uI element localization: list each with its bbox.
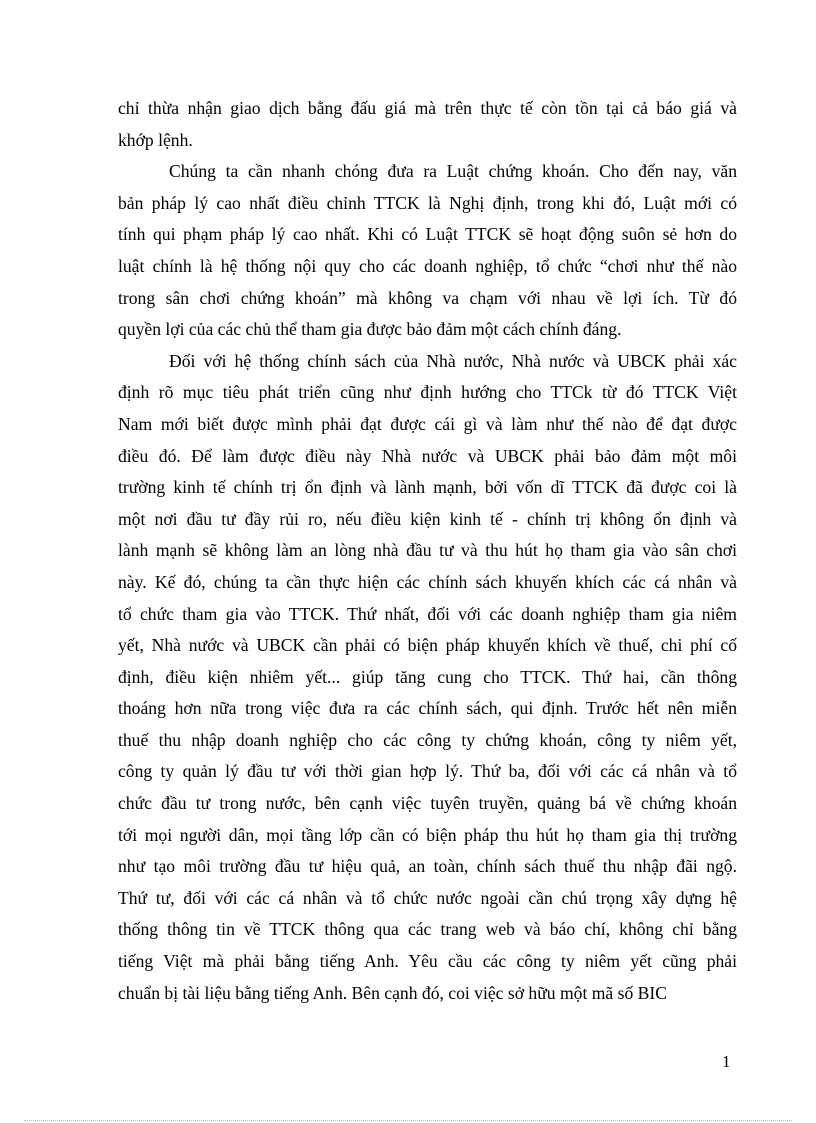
text-line: quyền lợi của các chủ thể tham gia được bảo đảm một cách chính đáng. (118, 319, 622, 340)
text-line: lành mạnh sẽ không làm an lòng nhà đầu tư và thu hút họ tham gia vào sân chơi (118, 540, 737, 561)
paragraph-3 (118, 346, 737, 1009)
text-line: tiếng Việt mà phải bằng tiếng Anh. Yêu cầu các công ty niêm yết cũng phải (118, 951, 737, 972)
text-line: Thứ tư, đối với các cá nhân và tổ chức nước ngoài cần chú trọng xây dựng hệ (118, 887, 737, 908)
text-line: trường kinh tế chính trị ổn định và lành mạnh, bởi vốn dĩ TTCK đã được coi là (118, 477, 737, 498)
document-body (118, 93, 737, 1009)
text-line: Nam mới biết được mình phải đạt được cái gì và làm như thế nào để đạt được (118, 413, 737, 434)
page-bottom-divider (24, 1120, 792, 1121)
paragraph-1 (118, 93, 737, 156)
text-line: một nơi đầu tư đầy rủi ro, nếu điều kiện kinh tế - chính trị không ổn định và (118, 508, 737, 529)
text-line: trong sân chơi chứng khoán” mà không va chạm với nhau về lợi ích. Từ đó (118, 287, 737, 308)
text-line: thống thông tin về TTCK thông qua các trang web và báo chí, không chỉ bằng (118, 919, 737, 940)
text-line: định rõ mục tiêu phát triển cũng như định hướng cho TTCk từ đó TTCK Việt (118, 382, 737, 403)
text-line: Đối với hệ thống chính sách của Nhà nước, Nhà nước và UBCK phải xác (169, 350, 737, 371)
text-line: thuế thu nhập doanh nghiệp cho các công ty chứng khoán, công ty niêm yết, (118, 729, 737, 750)
text-line: chỉ thừa nhận giao dịch bằng đấu giá mà trên thực tế còn tồn tại cả báo giá và (118, 98, 737, 118)
text-line: tổ chức tham gia vào TTCK. Thứ nhất, đối với các doanh nghiệp tham gia niêm (118, 603, 737, 624)
page-number: 1 (722, 1052, 731, 1071)
text-line: công ty quản lý đầu tư với thời gian hợp lý. Thứ ba, đối với các cá nhân và tổ (118, 761, 737, 782)
text-line: điều đó. Để làm được điều này Nhà nước và UBCK phải bảo đảm một môi (118, 445, 737, 466)
text-line: này. Kế đó, chúng ta cần thực hiện các chính sách khuyến khích các cá nhân và (118, 571, 737, 592)
paragraph-2 (118, 156, 737, 346)
text-line: yết, Nhà nước và UBCK cần phải có biện pháp khuyến khích về thuế, chi phí cố (118, 635, 737, 656)
text-line: tính qui phạm pháp lý cao nhất. Khi có Luật TTCK sẽ hoạt động suôn sẻ hơn do (118, 224, 737, 245)
text-line: như tạo môi trường đầu tư hiệu quả, an toàn, chính sách thuế thu nhập đãi ngộ. (118, 856, 737, 877)
text-line: bản pháp lý cao nhất điều chỉnh TTCK là Nghị định, trong khi đó, Luật mới có (118, 192, 737, 213)
text-line: Chúng ta cần nhanh chóng đưa ra Luật chứng khoán. Cho đến nay, văn (169, 161, 737, 182)
text-line: tới mọi người dân, mọi tầng lớp cần có biện pháp thu hút họ tham gia thị trường (118, 824, 737, 845)
text-line: chức đầu tư trong nước, bên cạnh việc tuyên truyền, quảng bá về chứng khoán (118, 793, 737, 814)
text-line: chuẩn bị tài liệu bằng tiếng Anh. Bên cạnh đó, coi việc sở hữu một mã số BIC (118, 982, 667, 1003)
text-line: luật chính là hệ thống nội quy cho các doanh nghiệp, tổ chức “chơi như thế nào (118, 255, 737, 276)
text-line: định, điều kiện nhiêm yết... giúp tăng cung cho TTCK. Thứ hai, cần thông (118, 666, 737, 687)
text-line: thoáng hơn nữa trong việc đưa ra các chính sách, qui định. Trước hết nên miễn (118, 698, 737, 719)
text-line: khớp lệnh. (118, 129, 193, 150)
